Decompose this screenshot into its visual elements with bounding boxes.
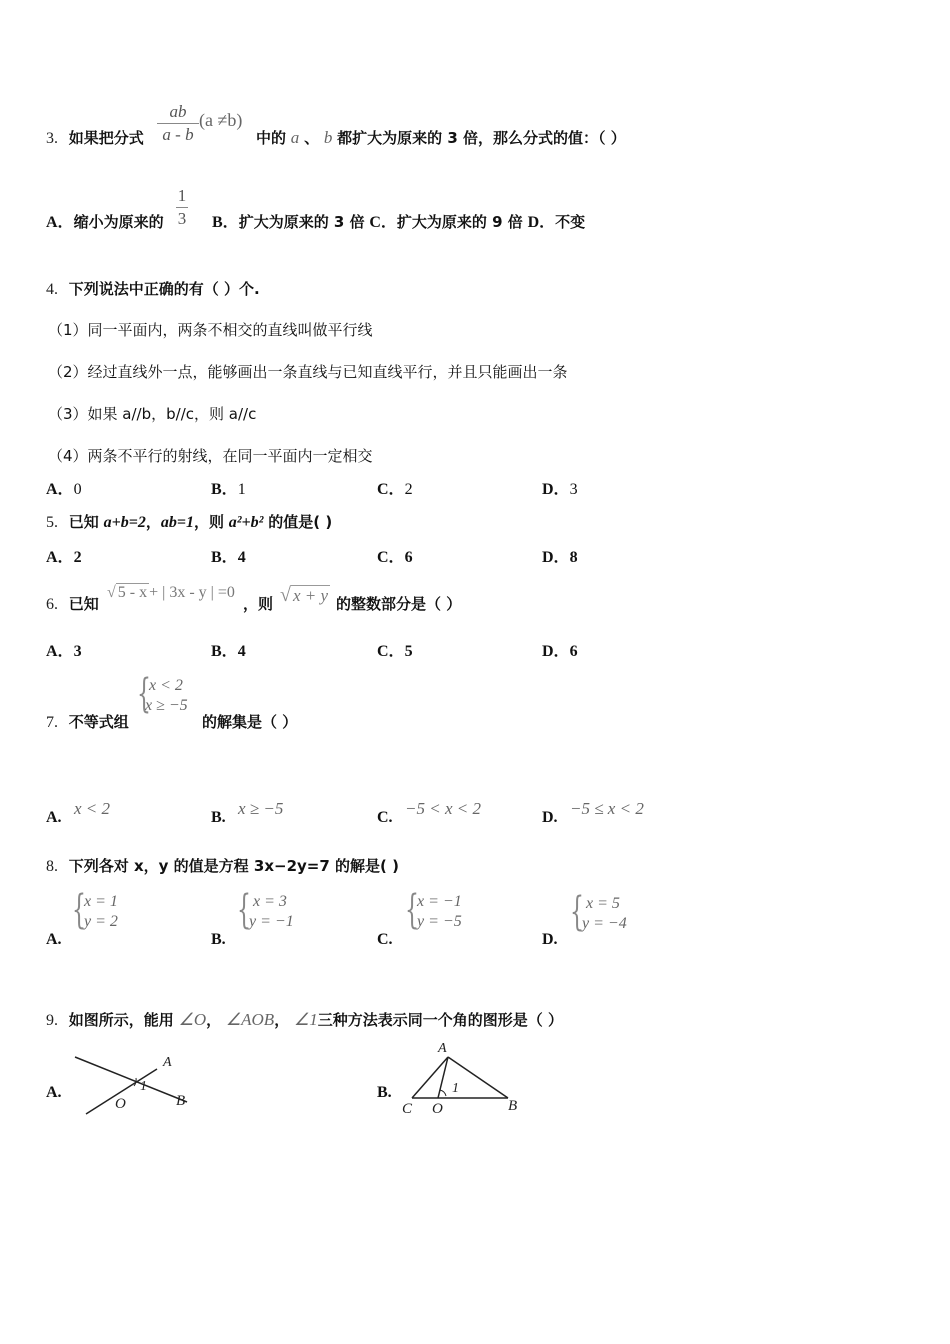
option-a-value: x < 2 (74, 799, 111, 818)
question-stem: 下列说法中正确的有（ ）个. (68, 280, 260, 298)
option-c: C. (377, 809, 393, 826)
angle-1: ∠1 (294, 1010, 318, 1029)
question-stem-prefix: 如果把分式 (68, 129, 144, 147)
condition-sum: a+b=2 (103, 514, 146, 531)
svg-text:O: O (115, 1096, 126, 1112)
svg-text:1: 1 (452, 1081, 459, 1096)
option-b-text: 扩大为原来的 3 倍 (238, 213, 365, 231)
option-b-system: { x = 3 y = −1 (237, 887, 294, 933)
option-a: A. (46, 809, 62, 826)
option-d-value: −5 ≤ x < 2 (570, 799, 644, 818)
statement-3: （3）如果 a//b，b//c，则 a//c (48, 405, 257, 423)
svg-text:C: C (402, 1101, 413, 1117)
fraction-ab-over-a-minus-b: ab a - b (157, 102, 199, 145)
question-stem: 下列各对 x，y 的值是方程 3x−2y=7 的解是( ) (68, 857, 399, 875)
option-c-text: 扩大为原来的 9 倍 (396, 213, 523, 231)
question-stem-suffix: 都扩大为原来的 3 倍，那么分式的值：（ ） (337, 129, 626, 147)
option-b: B. (211, 809, 226, 826)
figure-b-triangle (398, 1038, 528, 1118)
option-b: B. (211, 931, 226, 948)
option-a: A．3 (46, 643, 82, 660)
figure-a-intersecting-lines (70, 1045, 200, 1120)
question-number: 3. (46, 130, 58, 147)
option-c: C．5 (377, 643, 413, 660)
option-letter-d: D． (527, 214, 556, 231)
option-a-text: 缩小为原来的 (73, 213, 164, 231)
angle-o: ∠O (178, 1010, 207, 1029)
option-b: B．4 (211, 549, 246, 566)
option-c: C. (377, 931, 393, 948)
equation-condition: √ 5 - x + | 3x - y | =0 (107, 584, 235, 601)
question-number: 9. (46, 1012, 58, 1029)
svg-text:1: 1 (140, 1079, 147, 1094)
statement-1: （1）同一平面内，两条不相交的直线叫做平行线 (48, 321, 373, 339)
var-a: a (290, 128, 300, 147)
option-letter-c: C． (369, 214, 397, 231)
option-a: A. (46, 931, 62, 948)
option-d-system: { x = 5 y = −4 (570, 889, 627, 935)
question-number: 4. (46, 281, 58, 298)
svg-text:O: O (432, 1101, 443, 1117)
option-d: D．6 (542, 643, 578, 660)
option-d: D．8 (542, 549, 578, 566)
expression-sum-of-squares: a²+b² (228, 514, 264, 531)
option-b: B. (377, 1084, 392, 1101)
var-b: b (323, 128, 333, 147)
sqrt-x-plus-y: √ x + y (280, 584, 329, 606)
options-row (46, 212, 164, 233)
statement-2: （2）经过直线外一点，能够画出一条直线与已知直线平行，并且只能画出一条 (48, 363, 568, 381)
inequality-system: { x < 2 x ≥ −5 (137, 671, 188, 717)
option-c: C．2 (377, 481, 413, 498)
option-a: A．0 (46, 481, 82, 498)
condition-a-not-equal-b: (a ≠b) (199, 110, 243, 130)
option-d: D. (542, 931, 558, 948)
question-number: 8. (46, 858, 58, 875)
question-number: 6. (46, 596, 58, 613)
statement-4: （4）两条不平行的射线，在同一平面内一定相交 (48, 447, 373, 465)
option-letter-a: A． (46, 214, 74, 231)
question-number: 5. (46, 514, 58, 531)
option-a: A．2 (46, 549, 82, 566)
angle-aob: ∠AOB (225, 1010, 275, 1029)
option-a-system: { x = 1 y = 2 (72, 887, 118, 933)
option-c-value: −5 < x < 2 (405, 799, 481, 818)
svg-text:A: A (163, 1055, 172, 1070)
option-b: B．4 (211, 643, 246, 660)
fraction-one-third: 1 3 (177, 186, 187, 228)
option-d: D. (542, 809, 558, 826)
svg-text:B: B (176, 1093, 186, 1109)
condition-product: ab=1 (160, 514, 194, 531)
option-c: C．6 (377, 549, 413, 566)
option-d-text: 不变 (555, 213, 586, 231)
option-c-system: { x = −1 y = −5 (405, 887, 462, 933)
option-a: A. (46, 1084, 62, 1101)
option-b: B．1 (211, 481, 246, 498)
option-b-value: x ≥ −5 (238, 799, 284, 818)
svg-text:A: A (438, 1041, 447, 1056)
option-d: D．3 (542, 481, 578, 498)
option-letter-b: B． (212, 214, 239, 231)
question-number: 7. (46, 714, 58, 731)
svg-text:B: B (508, 1098, 518, 1114)
